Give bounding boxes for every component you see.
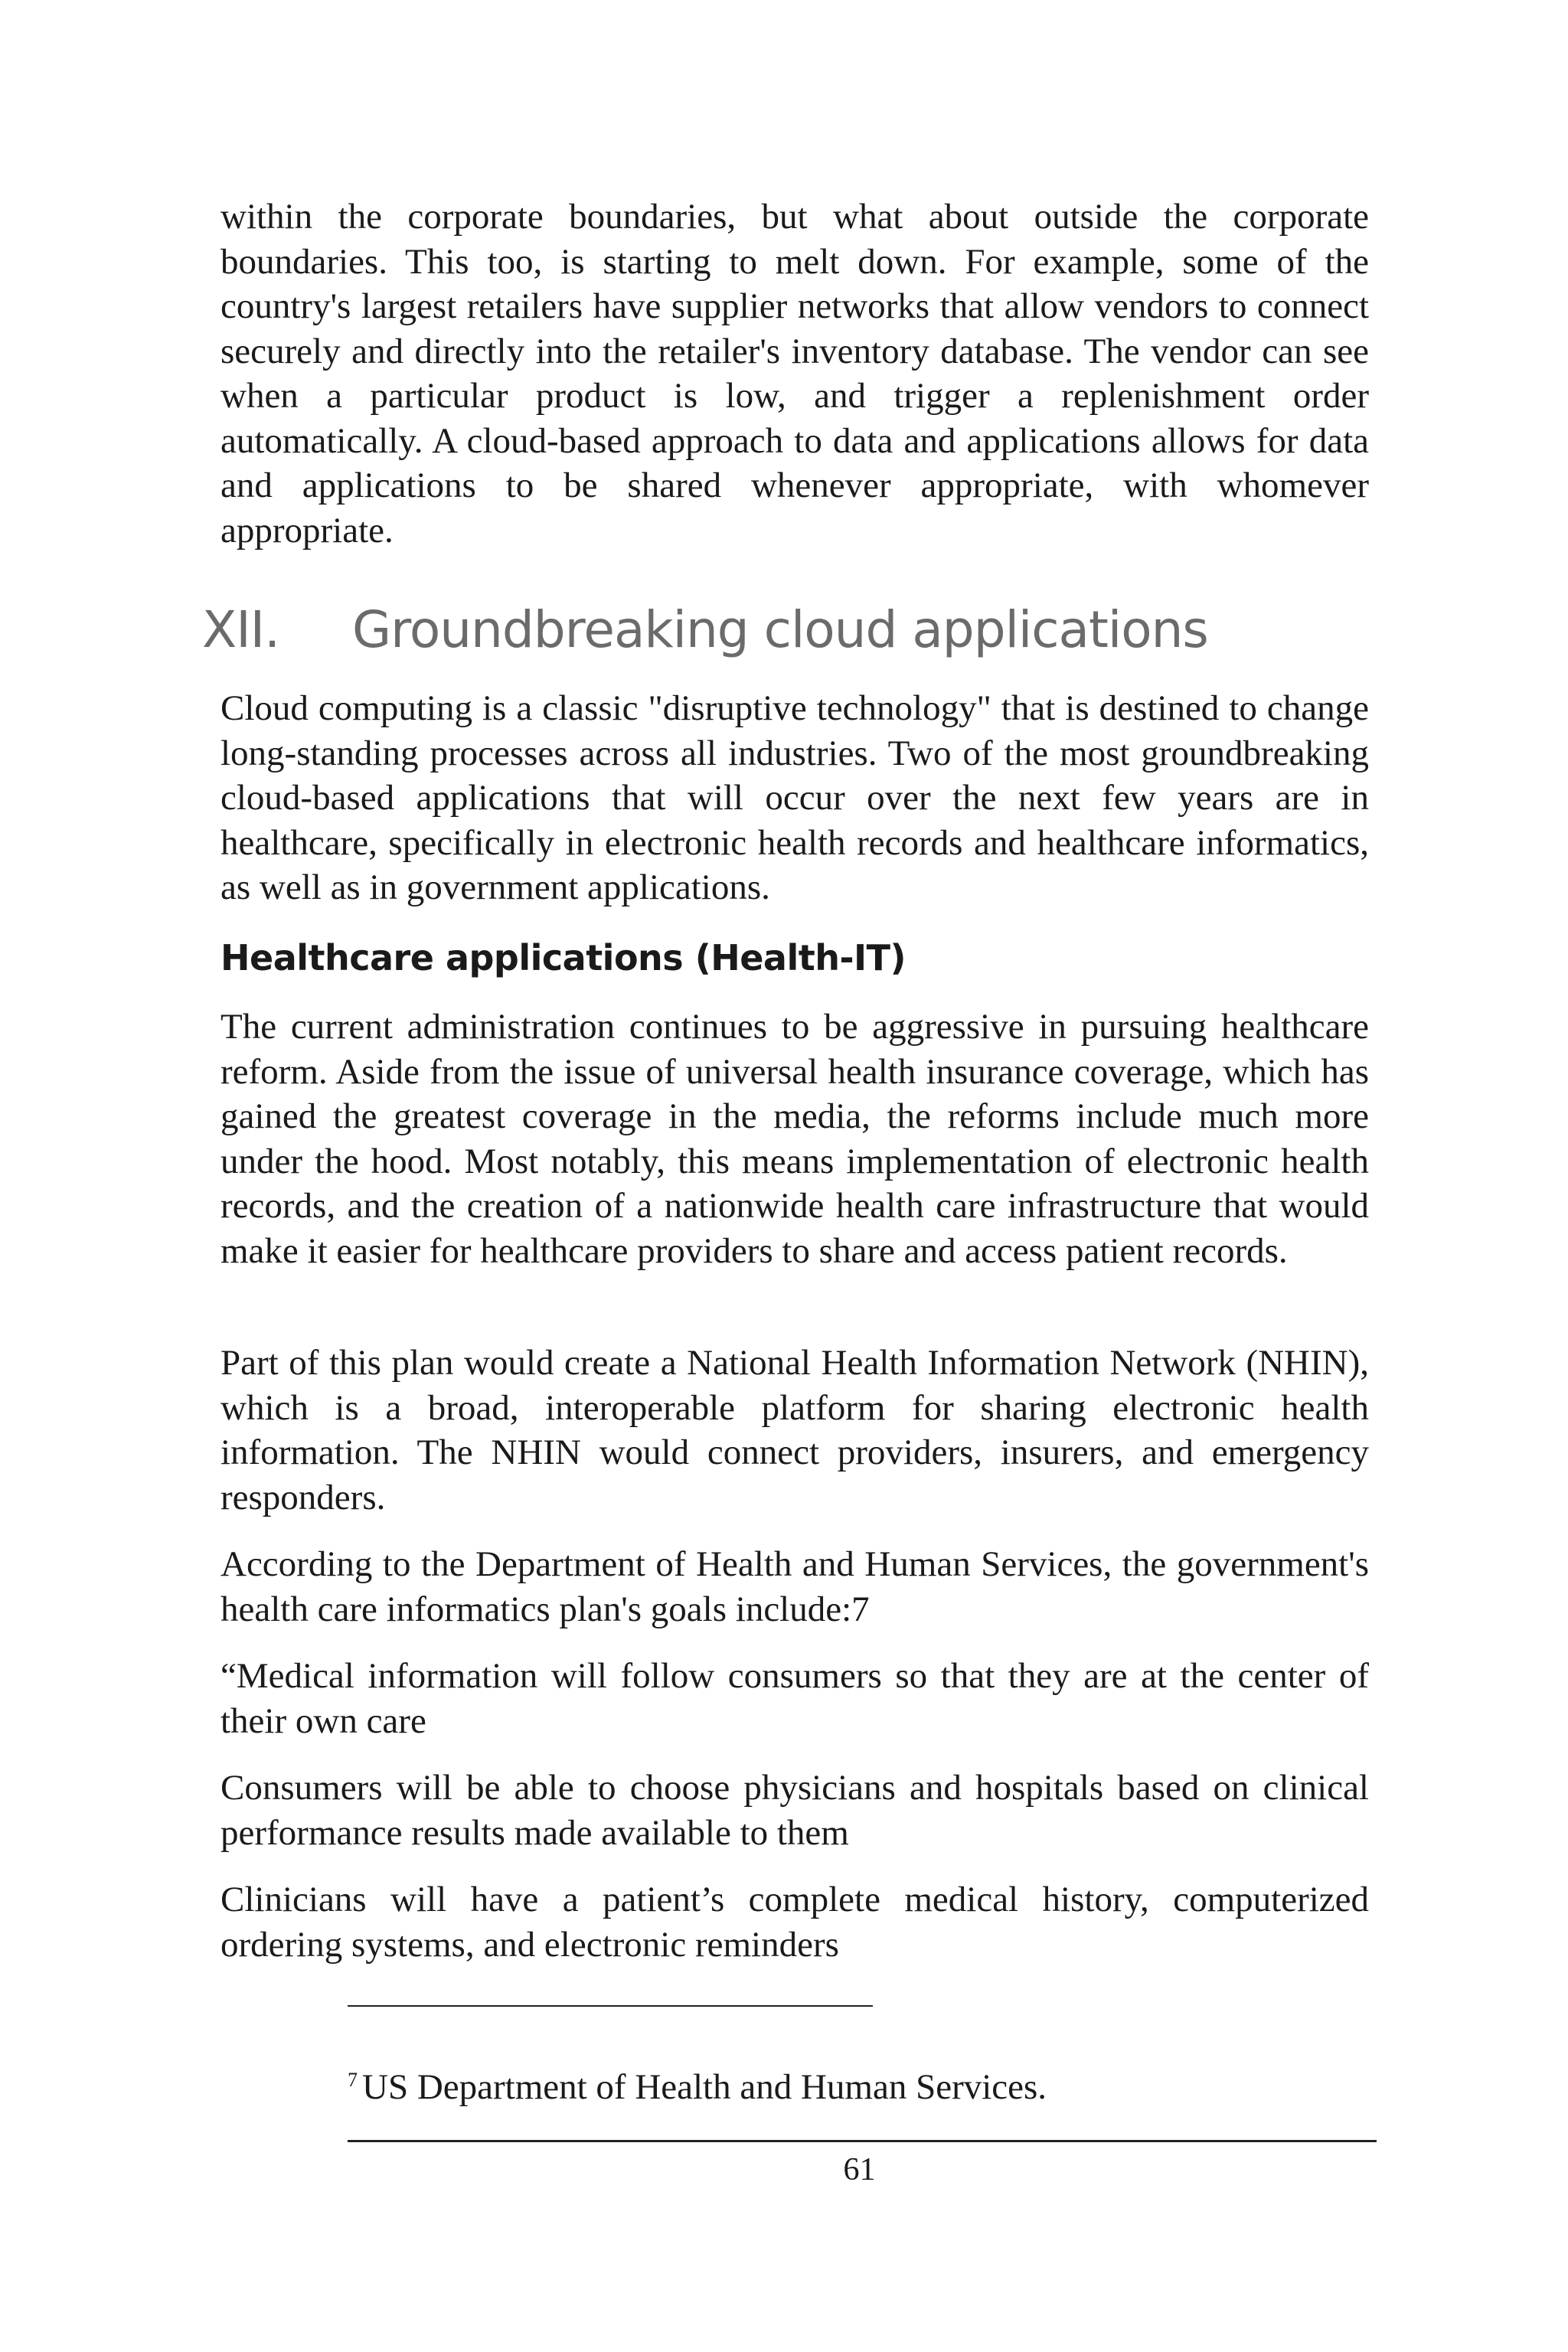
footer-rule (348, 2140, 1377, 2142)
footnote-marker: 7 (348, 2069, 358, 2091)
body-paragraph-1: The current administration continues to be aggressive in pursuing healthcare reform. Aside from the issue of universal health insurance coverage, which has gained the greatest coverage in the media, the reforms include much more under the hood. Most notably, this means implementation of electronic health records, and the creation of a nationwide health care infrastructure that would make it easier for healthcare providers to share and access patient records. (220, 1007, 1369, 1271)
intro-paragraph: within the corporate boundaries, but what about outside the corporate boundaries. This too, is starting to melt down. For example, some of the country's largest retailers have supplier networks that allow vendors to connect securely and directly into the retailer's inventory database. The vendor can see when a particular product is low, and trigger a replenishment order automatically. A cloud-based approach to data and applications allows for data and applications to be shared whenever appropriate, with whomever appropriate. (220, 197, 1369, 550)
footnote (348, 2058, 1047, 2109)
body-paragraph-3: According to the Department of Health and Human Services, the government's health care informatics plan's goals include:7 (220, 1544, 1369, 1629)
page-number: 61 (843, 2152, 876, 2187)
section-intro-paragraph: Cloud computing is a classic "disruptive technology" that is destined to change long-standing processes across all industries. Two of the most groundbreaking cloud-based applications that will occur over the next few years are in healthcare, specifically in electronic health records and healthcare informatics, as well as in government applications. (220, 688, 1369, 907)
section-title: Groundbreaking cloud applications (352, 600, 1208, 659)
goal-item-3: Clinicians will have a patient’s complete medical history, computerized ordering systems, and electronic reminders (220, 1880, 1369, 1965)
footnote-separator (348, 2005, 873, 2007)
footnote-text: US Department of Health and Human Services. (362, 2067, 1047, 2107)
goal-item-2: Consumers will be able to choose physicians and hospitals based on clinical performance results made available to them (220, 1768, 1369, 1853)
goal-item-1: “Medical information will follow consumers so that they are at the center of their own care (220, 1656, 1369, 1741)
section-heading (202, 596, 1208, 665)
section-number: XII. (202, 600, 280, 659)
body-paragraph-2: Part of this plan would create a National Health Information Network (NHIN), which is a broad, interoperable platform for sharing electronic health information. The NHIN would connect providers, insurers, and emergency responders. (220, 1343, 1369, 1517)
subsection-heading: Healthcare applications (Health-IT) (220, 937, 906, 978)
